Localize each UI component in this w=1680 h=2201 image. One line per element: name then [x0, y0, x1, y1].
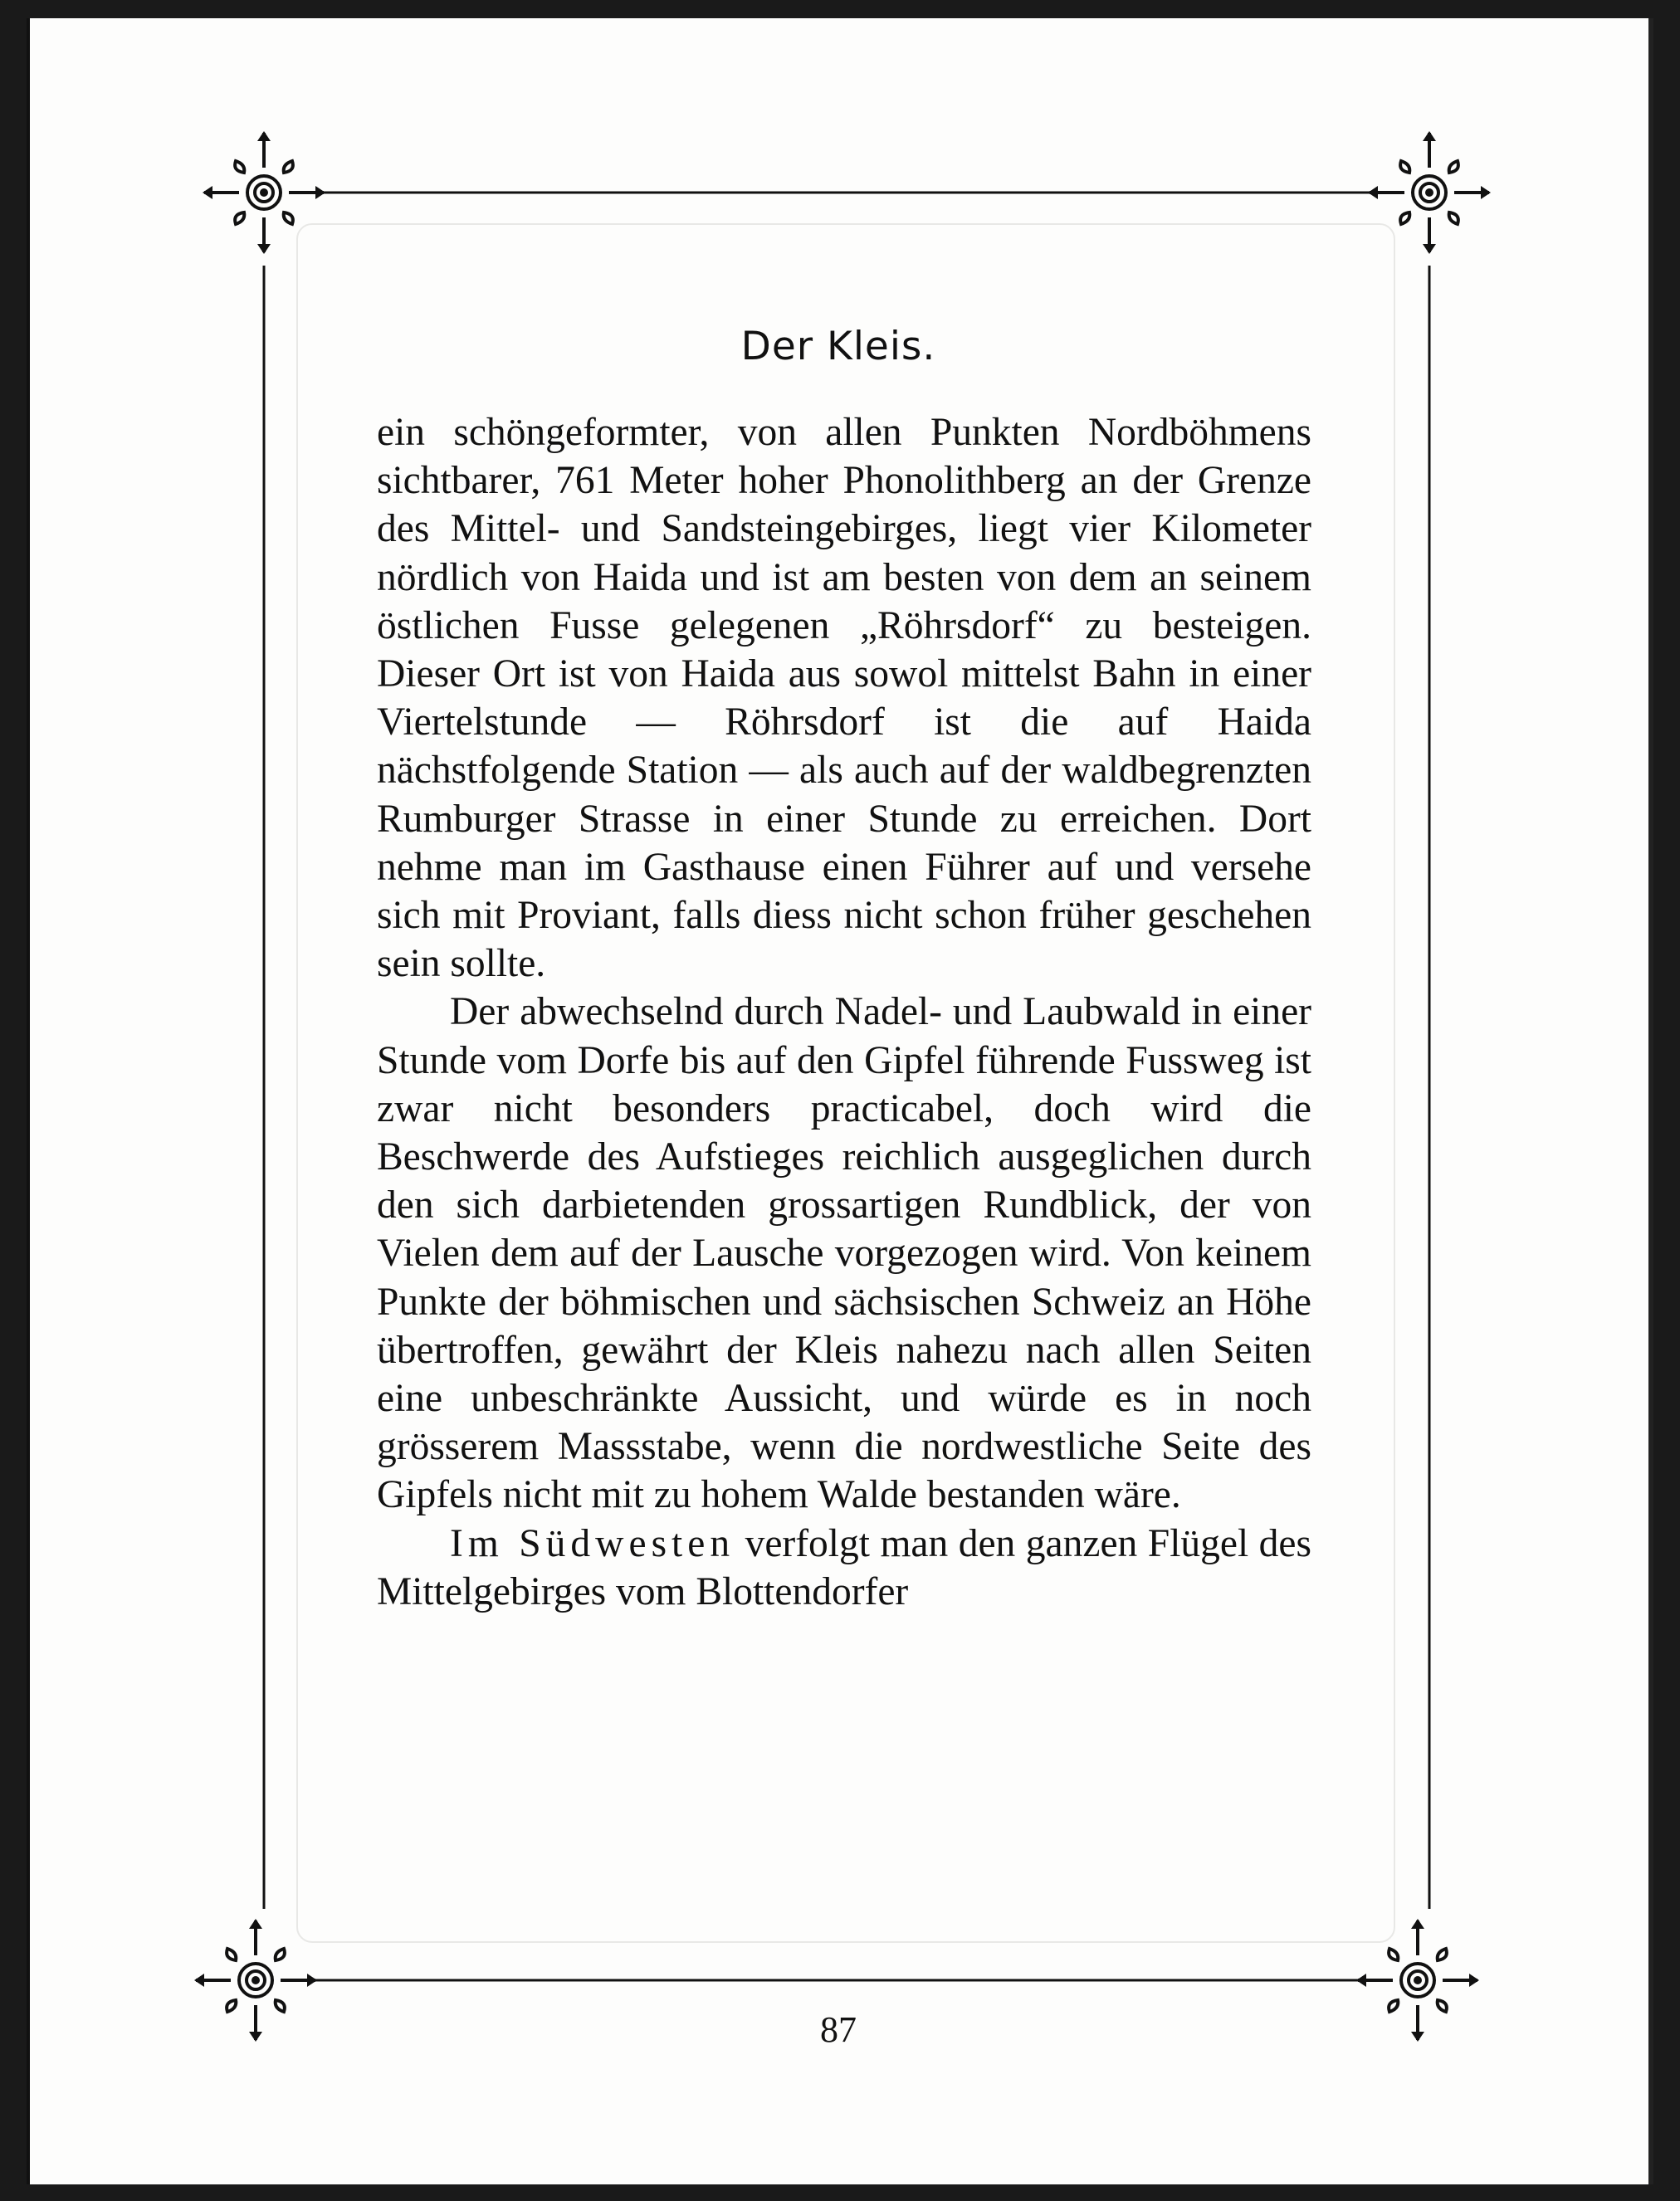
page-number: 87	[820, 2009, 857, 2050]
paragraph-text: ein schöngeformter, von allen Punkten Nordböhmens sichtbarer, 761 Meter hoher Phonolithberg an der Grenze des Mittel- und Sandsteingebirges, liegt vier Kilometer nördlich von Haida und ist am besten von dem an seinem östlichen Fusse gelegenen „Röhrsdorf“ zu besteigen. Dieser Ort ist von Haida aus sowol mittelst Bahn in einer Viertelstunde — Röhrsdorf ist die auf Haida nächstfolgende Station — als auch auf der waldbegrenzten Rumburger Strasse in einer Stunde zu erreichen. Dort nehme man im Gasthause einen Führer auf und versehe sich mit Proviant, falls diess nicht schon früher geschehen sein sollte.	[377, 411, 1311, 986]
paragraph-text: verfolgt man den ganzen Flügel des Mittelgebirges vom Blottendorfer	[377, 1521, 1312, 1613]
paragraph	[377, 408, 1311, 988]
body-text	[377, 408, 1311, 1616]
page-title: Der Kleis.	[740, 324, 936, 369]
ornamental-flourish-icon	[1363, 126, 1496, 259]
paragraph	[377, 1520, 1311, 1616]
paragraph-lead-spaced: Im Südwesten	[450, 1521, 735, 1565]
ornamental-flourish-icon	[1351, 1914, 1484, 2047]
ornamental-flourish-icon	[198, 126, 330, 259]
ornamental-flourish-icon	[189, 1914, 322, 2047]
paragraph	[377, 988, 1311, 1519]
paragraph-text: Der abwechselnd durch Nadel- und Laubwald in einer Stunde vom Dorfe bis auf den Gipfel führende Fussweg ist zwar nicht besonders practicabel, doch wird die Beschwerde des Aufstieges reichlich ausgeglichen durch den sich darbietenden grossartigen Rundblick, der von Vielen dem auf der Lausche vorgezogen wird. Von keinem Punkte der böhmischen und sächsischen Schweiz an Höhe übertroffen, gewährt der Kleis nahezu nach allen Seiten eine unbeschränkte Aussicht, und würde es in noch grösserem Massstabe, wenn die nordwestliche Seite des Gipfels nicht mit zu hohem Walde bestanden wäre.	[377, 990, 1311, 1517]
